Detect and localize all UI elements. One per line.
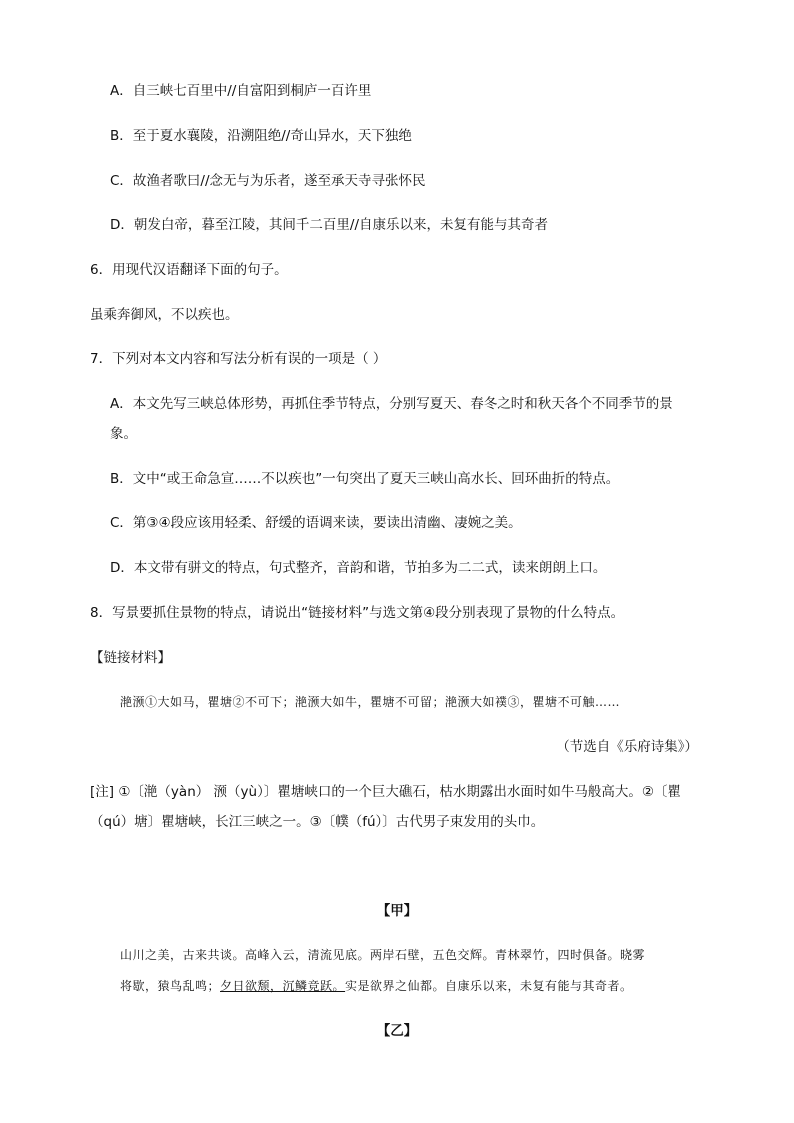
q5-option-d: D．朝发白帝，暮至江陵，其间千二百里//自康乐以来，未复有能与其奇者 [110, 217, 548, 233]
jia-line-2-after: 实是欲界之仙都。自康乐以来，未复有能与其奇者。 [345, 979, 633, 993]
q6-title: 6．用现代汉语翻译下面的句子。 [90, 262, 288, 278]
q7-option-d: D．本文带有骈文的特点，句式整齐，音韵和谐，节拍多为二二式，读来朗朗上口。 [110, 560, 607, 576]
q7-option-a-line1: A．本文先写三峡总体形势，再抓住季节特点，分别写夏天、春冬之时和秋天各个不同季节的景 [110, 396, 673, 412]
jia-heading: 【甲】 [376, 903, 418, 919]
jia-line-2-before: 将歇，猿鸟乱鸣； [120, 979, 221, 993]
note-line-2: （qú）塘〕瞿塘峡，长江三峡之一。③〔幞（fú）〕古代男子束发用的头巾。 [90, 814, 545, 830]
q8-title: 8．写景要抓住景物的特点，请说出“链接材料”与选文第④段分别表现了景物的什么特点。 [90, 605, 625, 621]
link-material-source: （节选自《乐府诗集》） [556, 739, 698, 755]
q7-option-b: B．文中“或王命急宣……不以疾也”一句突出了夏天三峡山高水长、回环曲折的特点。 [110, 471, 620, 487]
q6-sentence: 虽乘奔御风，不以疾也。 [90, 307, 239, 323]
yi-heading: 【乙】 [376, 1023, 418, 1039]
jia-line-2 [120, 976, 633, 996]
q5-option-c: C．故渔者歌曰//念无与为乐者，遂至承天寺寻张怀民 [110, 173, 426, 189]
q7-option-a-line2: 象。 [110, 426, 137, 442]
q5-option-b: B．至于夏水襄陵，沿溯阻绝//奇山异水，天下独绝 [110, 128, 412, 144]
q7-option-c: C．第③④段应该用轻柔、舒缓的语调来读，要读出清幽、凄婉之美。 [110, 515, 522, 531]
link-material-header: 【链接材料】 [90, 650, 171, 666]
q7-title: 7．下列对本文内容和写法分析有误的一项是（ ） [90, 351, 387, 367]
jia-underlined-phrase: 夕日欲颓，沉鳞竞跃。 [220, 979, 346, 993]
q5-option-a: A．自三峡七百里中//自富阳到桐庐一百许里 [110, 83, 372, 99]
note-line-1: [注] ①〔滟（yàn） 滪（yù）〕瞿塘峡口的一个巨大礁石，枯水期露出水面时如牛马般高大。②〔瞿 [90, 784, 681, 800]
link-material-poem: 滟滪①大如马，瞿塘②不可下；滟滪大如牛，瞿塘不可留；滟滪大如襆③，瞿塘不可触…… [120, 695, 621, 709]
jia-line-1: 山川之美，古来共谈。高峰入云，清流见底。两岸石壁，五色交辉。青林翠竹，四时俱备。晓雾 [120, 948, 646, 962]
